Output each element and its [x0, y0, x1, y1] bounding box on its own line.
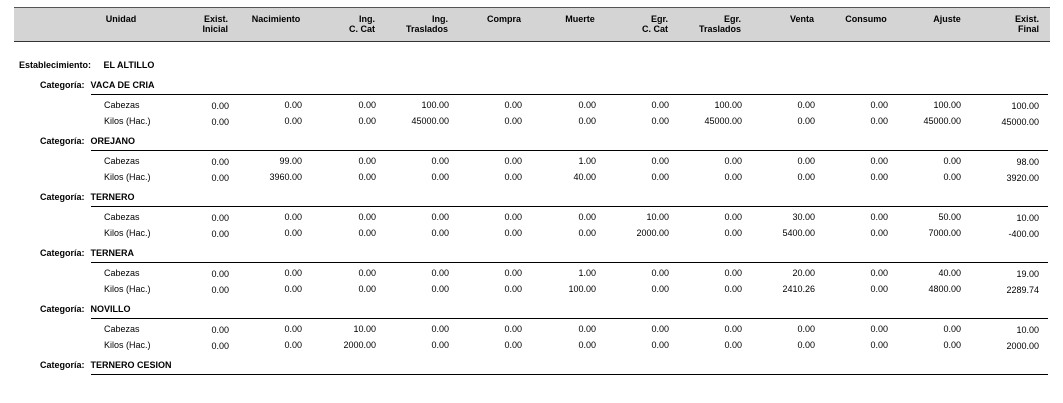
column-header-line2: Traslados [405, 24, 448, 34]
column-header-line1: Venta [789, 14, 815, 24]
value-cell: 100.00 [933, 100, 961, 110]
value-cell: 0.00 [431, 268, 449, 278]
value-cell: 0.00 [724, 268, 742, 278]
category-name: OREJANO [90, 136, 136, 146]
column-header-line1: Egr. [723, 14, 741, 24]
row-unit-label: Kilos (Hac.) [104, 172, 151, 182]
category-label: Categoría: [40, 360, 85, 370]
category-name: TERNERA [90, 248, 135, 258]
value-cell: 99.00 [279, 156, 302, 166]
category-divider [91, 318, 1048, 319]
column-header-line2: Final [1017, 24, 1039, 34]
value-cell: 10.00 [353, 324, 376, 334]
category-heading [40, 360, 172, 370]
value-cell: 0.00 [578, 116, 596, 126]
category-label: Categoría: [40, 248, 85, 258]
value-cell: 0.00 [651, 340, 669, 350]
value-cell: 20.00 [792, 268, 815, 278]
value-cell: 19.00 [1016, 269, 1039, 279]
value-cell: 0.00 [284, 212, 302, 222]
row-unit-label: Kilos (Hac.) [104, 116, 151, 126]
value-cell: 45000.00 [411, 116, 449, 126]
value-cell: 0.00 [431, 172, 449, 182]
column-header-line2: C. Cat [348, 24, 375, 34]
value-cell: 40.00 [573, 172, 596, 182]
value-cell: 0.00 [870, 228, 888, 238]
column-header-line2: Inicial [202, 24, 228, 34]
value-cell: 0.00 [504, 268, 522, 278]
value-cell: 3920.00 [1006, 173, 1039, 183]
value-cell: 45000.00 [1001, 117, 1039, 127]
column-header-line2: Traslados [698, 24, 741, 34]
value-cell: 0.00 [358, 284, 376, 294]
row-unit-label: Cabezas [104, 324, 140, 334]
value-cell: 0.00 [431, 324, 449, 334]
category-label: Categoría: [40, 304, 85, 314]
column-header-line1: Compra [486, 14, 522, 24]
value-cell: 0.00 [651, 324, 669, 334]
column-header-line1: Ing. [359, 14, 375, 24]
value-cell: 0.00 [504, 116, 522, 126]
value-cell: 0.00 [651, 156, 669, 166]
value-cell: 0.00 [943, 156, 961, 166]
category-divider [91, 262, 1048, 263]
value-cell: 1.00 [578, 268, 596, 278]
report-header [14, 7, 1050, 42]
value-cell: 0.00 [724, 212, 742, 222]
value-cell: 100.00 [568, 284, 596, 294]
category-divider [91, 374, 1048, 375]
value-cell: 0.00 [211, 325, 229, 335]
value-cell: 40.00 [938, 268, 961, 278]
value-cell: 0.00 [504, 156, 522, 166]
value-cell: 0.00 [578, 228, 596, 238]
category-name: VACA DE CRIA [90, 80, 155, 90]
value-cell: 0.00 [724, 284, 742, 294]
value-cell: 0.00 [284, 228, 302, 238]
value-cell: 0.00 [870, 268, 888, 278]
value-cell: 0.00 [724, 228, 742, 238]
value-cell: 0.00 [211, 101, 229, 111]
column-header-5 [406, 14, 448, 34]
value-cell: 10.00 [1016, 213, 1039, 223]
value-cell: 0.00 [504, 284, 522, 294]
value-cell: 45000.00 [704, 116, 742, 126]
value-cell: 30.00 [792, 212, 815, 222]
value-cell: 0.00 [211, 341, 229, 351]
column-header-line2: C. Cat [641, 24, 668, 34]
value-cell: 0.00 [797, 100, 815, 110]
category-label: Categoría: [40, 136, 85, 146]
value-cell: 0.00 [870, 172, 888, 182]
value-cell: 0.00 [211, 213, 229, 223]
column-header-line1: Muerte [565, 14, 595, 24]
value-cell: 0.00 [284, 284, 302, 294]
column-header-line1: Egr. [650, 14, 668, 24]
value-cell: 0.00 [284, 268, 302, 278]
value-cell: 0.00 [431, 284, 449, 294]
value-cell: -400.00 [1008, 229, 1039, 239]
value-cell: 100.00 [714, 100, 742, 110]
column-header-6 [487, 14, 521, 24]
column-header-11 [845, 14, 887, 24]
value-cell: 0.00 [211, 269, 229, 279]
value-cell: 0.00 [943, 324, 961, 334]
row-unit-label: Cabezas [104, 100, 140, 110]
category-divider [91, 150, 1048, 151]
row-unit-label: Kilos (Hac.) [104, 284, 151, 294]
value-cell: 0.00 [870, 116, 888, 126]
value-cell: 0.00 [431, 340, 449, 350]
value-cell: 50.00 [938, 212, 961, 222]
value-cell: 0.00 [211, 285, 229, 295]
value-cell: 0.00 [358, 172, 376, 182]
value-cell: 5400.00 [782, 228, 815, 238]
column-header-line1: Unidad [105, 14, 137, 24]
value-cell: 0.00 [284, 340, 302, 350]
column-header-3 [252, 14, 301, 24]
value-cell: 2000.00 [343, 340, 376, 350]
value-cell: 0.00 [358, 268, 376, 278]
column-header-line1: Ajuste [933, 14, 961, 24]
column-header-10 [790, 14, 814, 24]
value-cell: 3960.00 [269, 172, 302, 182]
category-divider [91, 94, 1048, 95]
category-heading [40, 136, 135, 146]
value-cell: 0.00 [284, 100, 302, 110]
value-cell: 0.00 [870, 340, 888, 350]
row-unit-label: Kilos (Hac.) [104, 228, 151, 238]
column-header-1 [106, 14, 137, 24]
column-header-13 [1015, 14, 1039, 34]
value-cell: 0.00 [870, 324, 888, 334]
value-cell: 10.00 [1016, 325, 1039, 335]
value-cell: 0.00 [504, 228, 522, 238]
value-cell: 1.00 [578, 156, 596, 166]
value-cell: 0.00 [358, 100, 376, 110]
value-cell: 0.00 [724, 324, 742, 334]
value-cell: 0.00 [870, 284, 888, 294]
value-cell: 0.00 [504, 172, 522, 182]
value-cell: 0.00 [943, 172, 961, 182]
category-name: TERNERO CESION [90, 360, 172, 370]
value-cell: 0.00 [870, 212, 888, 222]
value-cell: 45000.00 [923, 116, 961, 126]
category-label: Categoría: [40, 192, 85, 202]
value-cell: 0.00 [211, 117, 229, 127]
column-header-8 [642, 14, 668, 34]
value-cell: 100.00 [421, 100, 449, 110]
category-heading [40, 80, 155, 90]
value-cell: 0.00 [358, 116, 376, 126]
category-heading [40, 304, 131, 314]
category-label: Categoría: [40, 80, 85, 90]
value-cell: 98.00 [1016, 157, 1039, 167]
value-cell: 0.00 [578, 100, 596, 110]
value-cell: 0.00 [651, 100, 669, 110]
value-cell: 0.00 [358, 156, 376, 166]
value-cell: 0.00 [797, 340, 815, 350]
category-heading [40, 248, 134, 258]
value-cell: 0.00 [358, 228, 376, 238]
column-header-7 [565, 14, 595, 24]
column-header-12 [933, 14, 961, 24]
category-name: NOVILLO [90, 304, 131, 314]
category-divider [91, 206, 1048, 207]
value-cell: 0.00 [797, 116, 815, 126]
value-cell: 0.00 [870, 156, 888, 166]
value-cell: 0.00 [578, 324, 596, 334]
value-cell: 7000.00 [928, 228, 961, 238]
value-cell: 0.00 [870, 100, 888, 110]
value-cell: 0.00 [724, 340, 742, 350]
establishment-label: Establecimiento: [19, 60, 92, 70]
row-unit-label: Cabezas [104, 268, 140, 278]
row-unit-label: Kilos (Hac.) [104, 340, 151, 350]
value-cell: 0.00 [358, 212, 376, 222]
value-cell: 0.00 [284, 324, 302, 334]
column-header-line1: Exist. [203, 14, 228, 24]
column-header-9 [699, 14, 741, 34]
establishment-name: EL ALTILLO [103, 60, 155, 70]
column-header-4 [349, 14, 375, 34]
column-header-line1: Ing. [432, 14, 448, 24]
value-cell: 0.00 [943, 340, 961, 350]
value-cell: 0.00 [504, 212, 522, 222]
column-header-line1: Exist. [1014, 14, 1039, 24]
value-cell: 0.00 [211, 157, 229, 167]
value-cell: 0.00 [211, 173, 229, 183]
value-cell: 0.00 [797, 172, 815, 182]
value-cell: 0.00 [504, 100, 522, 110]
row-unit-label: Cabezas [104, 156, 140, 166]
value-cell: 0.00 [431, 212, 449, 222]
row-unit-label: Cabezas [104, 212, 140, 222]
value-cell: 0.00 [578, 340, 596, 350]
value-cell: 0.00 [651, 284, 669, 294]
value-cell: 0.00 [797, 324, 815, 334]
value-cell: 2289.74 [1006, 285, 1039, 295]
value-cell: 0.00 [651, 268, 669, 278]
value-cell: 4800.00 [928, 284, 961, 294]
value-cell: 0.00 [504, 340, 522, 350]
establishment-line [19, 60, 154, 70]
value-cell: 0.00 [578, 212, 596, 222]
column-header-line1: Consumo [845, 14, 887, 24]
category-name: TERNERO [90, 192, 135, 202]
value-cell: 2000.00 [1006, 341, 1039, 351]
value-cell: 0.00 [431, 156, 449, 166]
value-cell: 0.00 [431, 228, 449, 238]
value-cell: 0.00 [797, 156, 815, 166]
value-cell: 0.00 [504, 324, 522, 334]
value-cell: 0.00 [724, 156, 742, 166]
value-cell: 0.00 [651, 116, 669, 126]
value-cell: 0.00 [284, 116, 302, 126]
column-header-line1: Nacimiento [251, 14, 301, 24]
value-cell: 2000.00 [636, 228, 669, 238]
value-cell: 10.00 [646, 212, 669, 222]
value-cell: 0.00 [211, 229, 229, 239]
value-cell: 100.00 [1011, 101, 1039, 111]
value-cell: 0.00 [651, 172, 669, 182]
value-cell: 2410.26 [782, 284, 815, 294]
column-header-2 [202, 14, 228, 34]
category-heading [40, 192, 135, 202]
value-cell: 0.00 [724, 172, 742, 182]
